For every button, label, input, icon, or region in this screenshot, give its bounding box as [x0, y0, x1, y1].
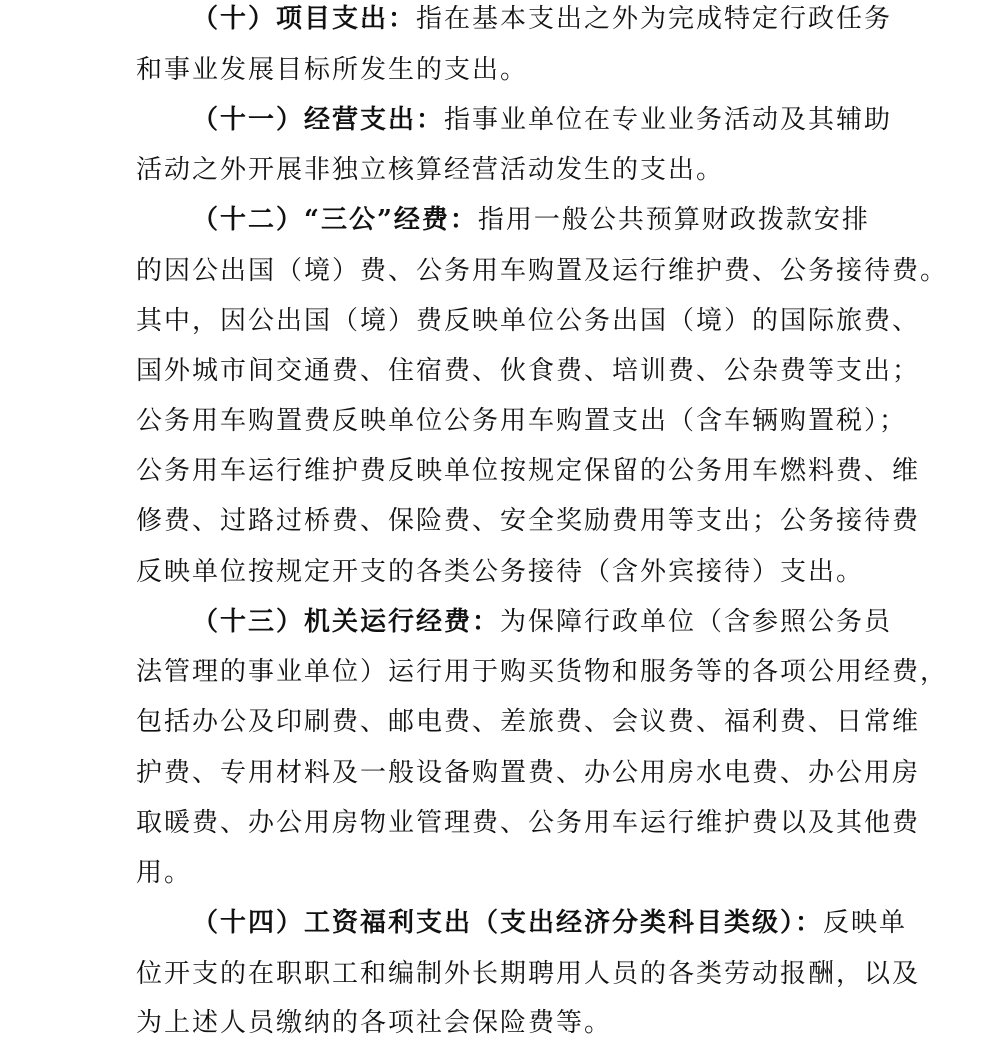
- paragraph-13-line-3: 包括办公及印刷费、邮电费、差旅费、会议费、福利费、日常维: [136, 707, 921, 737]
- paragraph-10-first-line: [192, 4, 892, 34]
- paragraph-11-line-2: 活动之外开展非独立核算经营活动发生的支出。: [136, 155, 725, 185]
- paragraph-12-line-6: 公务用车运行维护费反映单位按规定保留的公务用车燃料费、维: [136, 456, 921, 486]
- paragraph-14-heading: （十四）工资福利支出（支出经济分类科目类级）：: [192, 908, 824, 938]
- paragraph-14-first-line: [192, 908, 907, 938]
- paragraph-12-text: 指用一般公共预算财政拨款安排: [477, 205, 870, 235]
- paragraph-12-first-line: [192, 205, 870, 235]
- paragraph-11-heading: （十一）经营支出：: [192, 105, 445, 135]
- paragraph-14-line-2: 位开支的在职职工和编制外长期聘用人员的各类劳动报酬，以及: [136, 959, 921, 989]
- paragraph-10-heading: （十）项目支出：: [192, 4, 417, 34]
- paragraph-12-line-5: 公务用车购置费反映单位公务用车购置支出（含车辆购置税）；: [136, 406, 908, 436]
- paragraph-11-first-line: [192, 105, 892, 135]
- paragraph-12-line-8: 反映单位按规定开支的各类公务接待（含外宾接待）支出。: [136, 557, 865, 587]
- paragraph-12-line-4: 国外城市间交通费、住宿费、伙食费、培训费、公杂费等支出；: [136, 356, 921, 386]
- paragraph-13-line-2: 法管理的事业单位）运行用于购买货物和服务等的各项公用经费，: [136, 657, 949, 687]
- paragraph-12-line-7: 修费、过路过桥费、保险费、安全奖励费用等支出；公务接待费: [136, 506, 921, 536]
- paragraph-13-heading: （十三）机关运行经费：: [192, 607, 501, 637]
- paragraph-10-line-2: 和事业发展目标所发生的支出。: [136, 55, 529, 85]
- paragraph-13-line-6: 用。: [136, 858, 193, 888]
- paragraph-13-first-line: [192, 607, 892, 637]
- paragraph-14-line-3: 为上述人员缴纳的各项社会保险费等。: [136, 1008, 613, 1038]
- paragraph-11-text: 指事业单位在专业业务活动及其辅助: [444, 105, 893, 135]
- paragraph-12-heading: （十二）“三公”经费：: [192, 205, 478, 235]
- paragraph-12-line-2: 的因公出国（境）费、公务用车购置及运行维护费、公务接待费。: [136, 256, 949, 286]
- paragraph-10-text: 指在基本支出之外为完成特定行政任务: [416, 4, 893, 34]
- paragraph-12-line-3: 其中，因公出国（境）费反映单位公务出国（境）的国际旅费、: [136, 306, 921, 336]
- paragraph-14-text: 反映单: [823, 908, 908, 938]
- paragraph-13-text: 为保障行政单位（含参照公务员: [500, 607, 893, 637]
- paragraph-13-line-5: 取暖费、办公用房物业管理费、公务用车运行维护费以及其他费: [136, 808, 921, 838]
- paragraph-13-line-4: 护费、专用材料及一般设备购置费、办公用房水电费、办公用房: [136, 758, 921, 788]
